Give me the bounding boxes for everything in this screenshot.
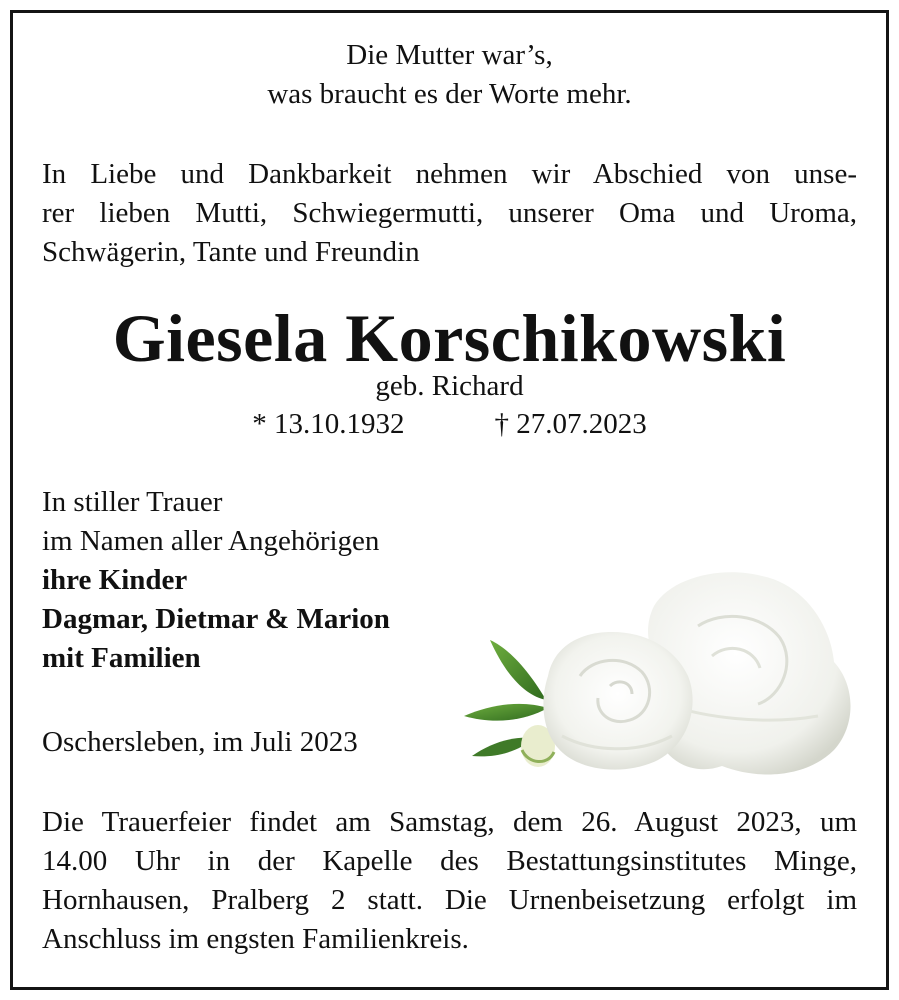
white-roses-image — [462, 566, 862, 781]
service-info — [42, 803, 857, 959]
death-date: † 27.07.2023 — [494, 408, 647, 440]
intro-line: rer lieben Mutti, Schwiegermutti, unserer Oma und Uroma, — [42, 197, 857, 229]
motto-line: was braucht es der Worte mehr. — [267, 78, 632, 110]
place-and-date: Oschersleben, im Juli 2023 — [42, 726, 358, 758]
service-line: Anschluss im engsten Familienkreis. — [42, 923, 469, 955]
service-line: Hornhausen, Pralberg 2 statt. Die Urnenbeisetzung erfolgt im — [42, 884, 857, 916]
motto — [42, 36, 857, 114]
service-line: Die Trauerfeier findet am Samstag, dem 26. August 2023, um — [42, 806, 857, 838]
maiden-name: geb. Richard — [375, 370, 524, 402]
mourners-line: In stiller Trauer — [42, 486, 223, 518]
leaf — [464, 704, 548, 721]
deceased-name: Giesela Korschikowski — [112, 300, 787, 376]
leaf — [490, 640, 546, 700]
life-dates — [42, 405, 857, 444]
mourners-line: im Namen aller Angehörigen — [42, 525, 380, 557]
intro-text — [42, 155, 857, 272]
intro-line: In Liebe und Dankbarkeit nehmen wir Abschied von unse- — [42, 158, 857, 190]
mourners-names: Dagmar, Dietmar & Marion — [42, 603, 390, 635]
mourners-line-bold: ihre Kinder — [42, 564, 188, 596]
birth-date: * 13.10.1932 — [252, 408, 405, 440]
mourners-line-bold: mit Familien — [42, 642, 201, 674]
intro-line: Schwägerin, Tante und Freundin — [42, 236, 420, 268]
motto-line: Die Mutter war’s, — [346, 39, 553, 71]
service-line: 14.00 Uhr in der Kapelle des Bestattungsinstitutes Minge, — [42, 845, 857, 877]
mourners-block — [42, 483, 390, 678]
